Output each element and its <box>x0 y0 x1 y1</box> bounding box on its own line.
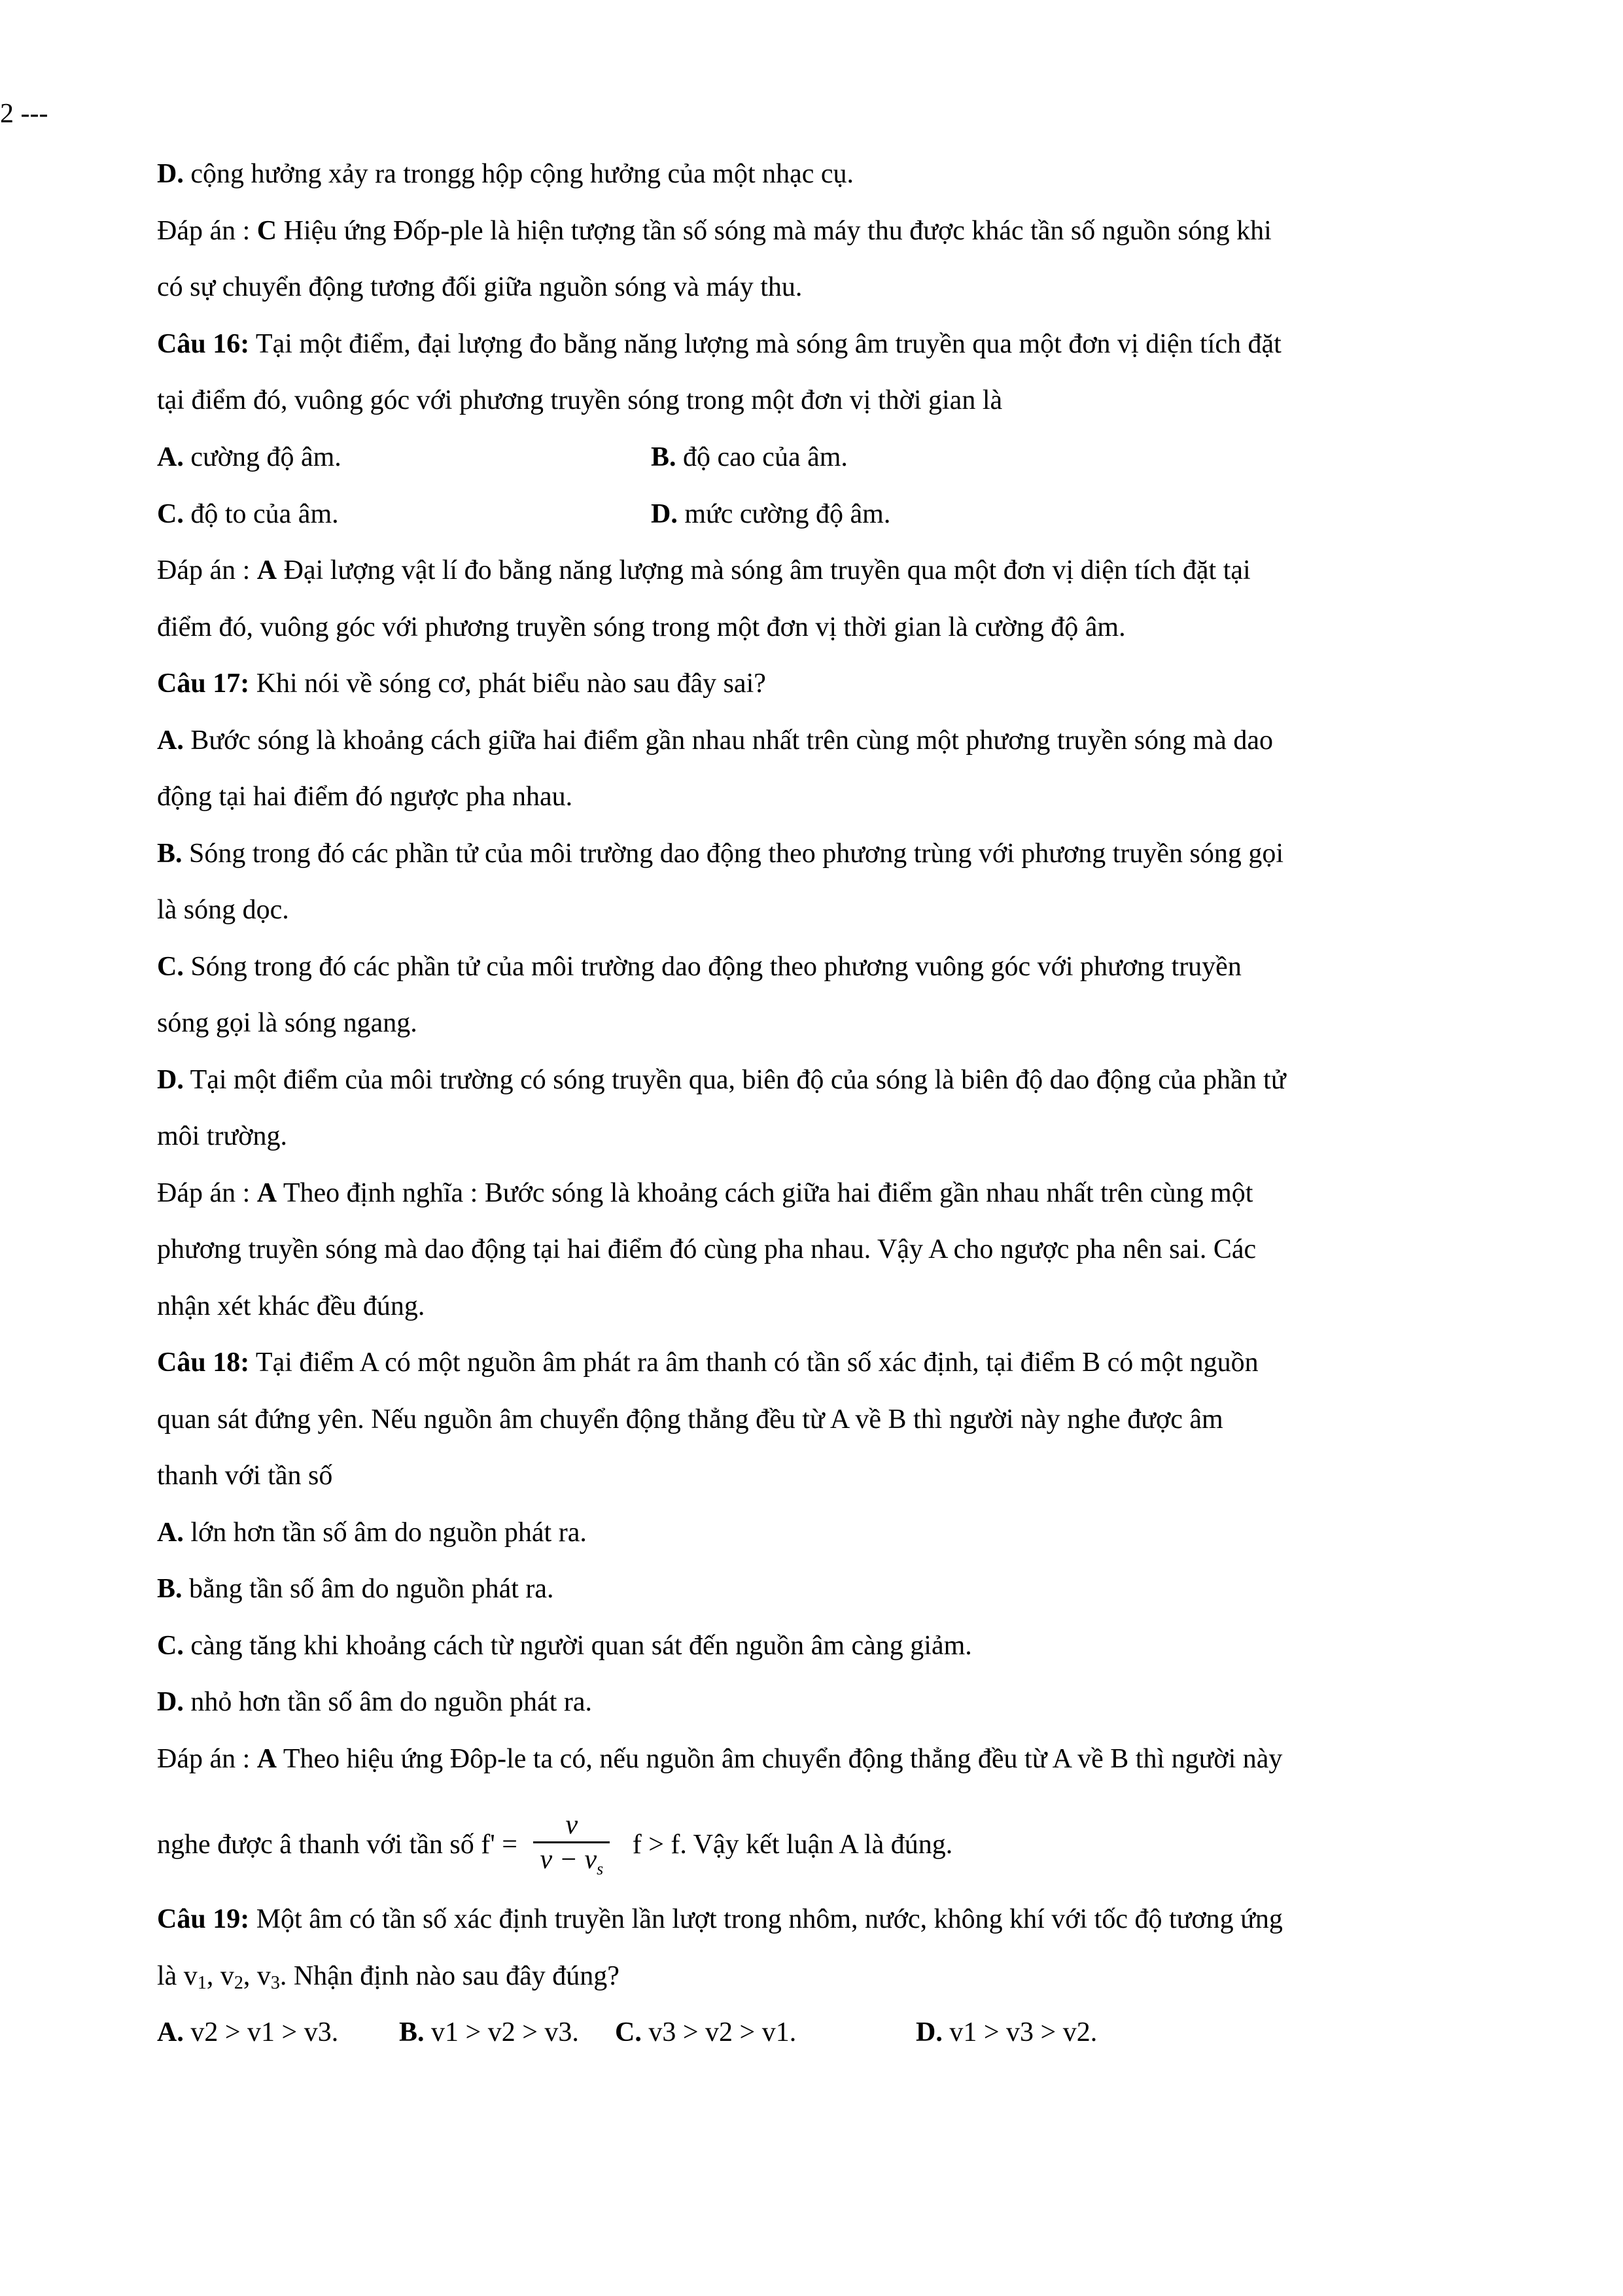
denominator-text: v − v <box>540 1844 597 1875</box>
answer-text: Hiệu ứng Đốp-ple là hiện tượng tần số sóng mà máy thu được khác tần số nguồn sóng khi <box>277 216 1272 246</box>
formula-denominator <box>533 1845 610 1884</box>
q17-option-a-line2: động tại hai điểm đó ngược pha nhau. <box>157 782 573 812</box>
q16-stem <box>157 327 1282 361</box>
option-text: lớn hơn tần số âm do nguồn phát ra. <box>183 1518 587 1548</box>
question-label: Câu 19: <box>157 1904 250 1934</box>
answer-text: Đại lượng vật lí đo bằng năng lượng mà sóng âm truyền qua một đơn vị diện tích đặt tại <box>277 555 1251 585</box>
q19-stem <box>157 1902 1283 1936</box>
option-text: càng tăng khi khoảng cách từ người quan sát đến nguồn âm càng giảm. <box>183 1631 972 1661</box>
subscript: 1 <box>197 1973 207 1993</box>
q18-option-c <box>157 1629 972 1663</box>
question-text: Một âm có tần số xác định truyền lần lượt trong nhôm, nước, không khí với tốc độ tương ứng <box>249 1904 1283 1934</box>
option-text: cường độ âm. <box>183 442 341 472</box>
option-label: B. <box>157 839 183 869</box>
option-label: C. <box>615 2017 642 2047</box>
answer-prefix: Đáp án : <box>157 1178 257 1208</box>
option-label: D. <box>157 1065 184 1095</box>
question-text: . Nhận định nào sau đây đúng? <box>279 1961 620 1991</box>
question-text: Khi nói về sóng cơ, phát biểu nào sau đây sai? <box>249 669 766 699</box>
question-text: Tại điểm A có một nguồn âm phát ra âm thanh có tần số xác định, tại điểm B có một nguồn <box>249 1348 1259 1378</box>
fraction-bar <box>533 1841 610 1843</box>
q19-option-d <box>916 2015 1097 2049</box>
q18-option-b <box>157 1572 554 1606</box>
q17-answer <box>157 1176 1253 1210</box>
q17-option-d <box>157 1063 1286 1097</box>
q19-option-b <box>399 2015 579 2049</box>
q17-option-c-line2: sóng gọi là sóng ngang. <box>157 1008 417 1038</box>
q19-option-c <box>615 2015 796 2049</box>
question-text: , v <box>243 1961 271 1991</box>
question-label: Câu 17: <box>157 669 250 699</box>
option-label: D. <box>916 2017 943 2047</box>
option-text: v1 > v2 > v3. <box>431 2017 579 2047</box>
q15-option-d <box>157 157 854 191</box>
q16-option-c <box>157 497 339 531</box>
formula-numerator: v <box>565 1809 578 1840</box>
q19-option-a <box>157 2015 338 2049</box>
option-label: B. <box>399 2017 425 2047</box>
q16-answer <box>157 553 1251 587</box>
option-label: B. <box>651 442 676 472</box>
option-text: nhỏ hơn tần số âm do nguồn phát ra. <box>183 1687 592 1717</box>
q17-option-b <box>157 837 1283 871</box>
option-text: v3 > v2 > v1. <box>648 2017 797 2047</box>
q16-option-b <box>651 440 848 474</box>
option-label: D. <box>157 1687 184 1717</box>
subscript: 2 <box>234 1973 243 1993</box>
q19-stem-line2 <box>157 1959 620 2000</box>
answer-prefix: Đáp án : <box>157 1744 257 1774</box>
option-text: Sóng trong đó các phần tử của môi trường dao động theo phương vuông góc với phương truyền <box>183 952 1242 982</box>
answer-text: Theo định nghĩa : Bước sóng là khoảng cách giữa hai điểm gần nhau nhất trên cùng một <box>277 1178 1253 1208</box>
option-text: Bước sóng là khoảng cách giữa hai điểm gần nhau nhất trên cùng một phương truyền sóng mà dao <box>183 725 1273 756</box>
option-label: A. <box>157 1518 184 1548</box>
q18-answer-line2 <box>157 1796 952 1894</box>
option-text: bằng tần số âm do nguồn phát ra. <box>182 1574 554 1604</box>
answer-text: Theo hiệu ứng Đôp-le ta có, nếu nguồn âm chuyển động thẳng đều từ A về B thì người này <box>277 1744 1283 1774</box>
question-text: là v <box>157 1961 198 1991</box>
q17-answer-line2: phương truyền sóng mà dao động tại hai điểm đó cùng pha nhau. Vậy A cho ngược pha nên sai. Các <box>157 1234 1257 1264</box>
page-marker: 2 --- <box>0 99 48 129</box>
q18-option-a <box>157 1516 587 1550</box>
q18-option-d <box>157 1685 592 1719</box>
option-text: Sóng trong đó các phần tử của môi trường dao động theo phương trùng với phương truyền sóng gọi <box>182 839 1284 869</box>
q17-option-c <box>157 950 1242 984</box>
q18-stem <box>157 1346 1259 1380</box>
answer-key: A <box>256 1178 277 1208</box>
option-text: v1 > v3 > v2. <box>949 2017 1098 2047</box>
answer-key: C <box>256 216 277 246</box>
option-text: cộng hưởng xảy ra trongg hộp cộng hưởng của một nhạc cụ. <box>190 159 854 189</box>
q18-stem-line3: thanh với tần số <box>157 1461 333 1491</box>
q17-stem <box>157 667 766 701</box>
option-label: C. <box>157 1631 184 1661</box>
answer-prefix: Đáp án : <box>157 555 257 585</box>
option-label: D. <box>157 159 184 189</box>
option-label: D. <box>651 499 678 529</box>
q17-option-a <box>157 723 1273 757</box>
q15-answer-line2: có sự chuyển động tương đối giữa nguồn sóng và máy thu. <box>157 272 803 302</box>
subscript: 3 <box>270 1973 280 1993</box>
option-text: v2 > v1 > v3. <box>190 2017 339 2047</box>
option-label: C. <box>157 499 184 529</box>
q16-option-d <box>651 497 890 531</box>
question-text: Tại một điểm, đại lượng đo bằng năng lượng mà sóng âm truyền qua một đơn vị diện tích đặt <box>249 329 1282 359</box>
option-label: A. <box>157 725 184 756</box>
option-text: độ cao của âm. <box>676 442 848 472</box>
question-label: Câu 18: <box>157 1348 250 1378</box>
question-label: Câu 16: <box>157 329 250 359</box>
answer-key: A <box>256 1744 277 1774</box>
doppler-formula <box>533 1810 610 1884</box>
option-label: C. <box>157 952 184 982</box>
option-label: A. <box>157 2017 184 2047</box>
answer-prefix: Đáp án : <box>157 216 257 246</box>
option-label: B. <box>157 1574 183 1604</box>
q16-stem-line2: tại điểm đó, vuông góc với phương truyền sóng trong một đơn vị thời gian là <box>157 385 1003 415</box>
q17-option-d-line2: môi trường. <box>157 1121 287 1151</box>
q18-answer <box>157 1742 1282 1776</box>
answer-key: A <box>256 555 277 585</box>
answer-text: f > f. Vậy kết luận A là đúng. <box>632 1830 953 1860</box>
answer-text: nghe được â thanh với tần số f' = <box>157 1830 517 1860</box>
q16-option-a <box>157 440 341 474</box>
question-text: , v <box>206 1961 234 1991</box>
q16-answer-line2: điểm đó, vuông góc với phương truyền sóng trong một đơn vị thời gian là cường độ âm. <box>157 612 1126 642</box>
q18-stem-line2: quan sát đứng yên. Nếu nguồn âm chuyển động thẳng đều từ A về B thì người này nghe được âm <box>157 1404 1223 1435</box>
option-text: độ to của âm. <box>183 499 339 529</box>
option-label: A. <box>157 442 184 472</box>
q17-option-b-line2: là sóng dọc. <box>157 895 289 925</box>
option-text: mức cường độ âm. <box>677 499 891 529</box>
option-text: Tại một điểm của môi trường có sóng truyền qua, biên độ của sóng là biên độ dao động của phần tử <box>183 1065 1286 1095</box>
denominator-subscript: s <box>597 1859 604 1879</box>
q15-answer <box>157 214 1272 248</box>
q17-answer-line3: nhận xét khác đều đúng. <box>157 1291 425 1321</box>
